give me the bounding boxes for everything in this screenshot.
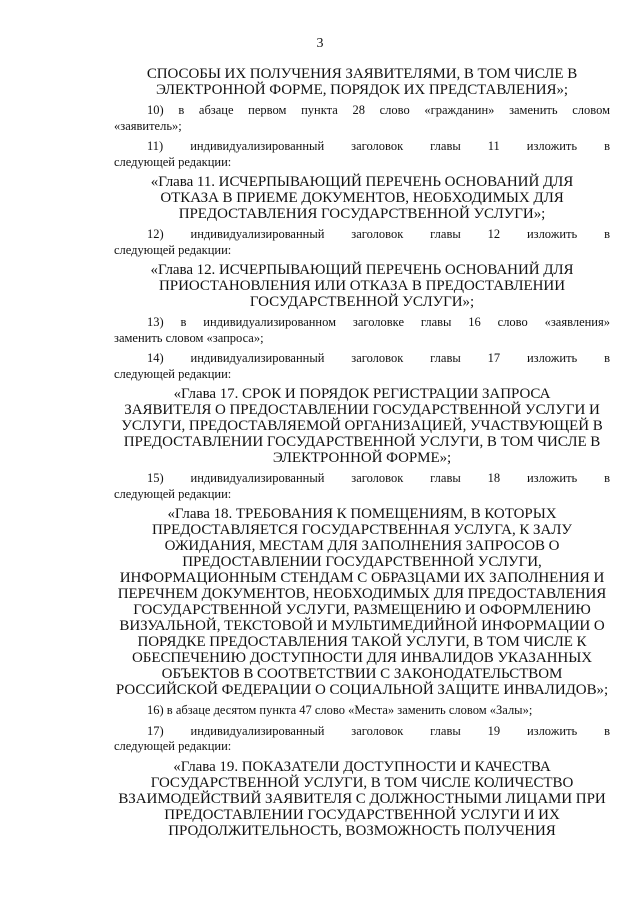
heading-line: ОТКАЗА В ПРИЕМЕ ДОКУМЕНТОВ, НЕОБХОДИМЫХ ДЛЯ — [160, 190, 564, 206]
heading-line: ГОСУДАРСТВЕННОЙ УСЛУГИ, В ТОМ ЧИСЛЕ КОЛИЧЕСТВО — [150, 774, 574, 791]
chapter-heading — [114, 262, 610, 310]
paragraph-line: следующей редакции: — [114, 154, 232, 169]
document-body — [114, 66, 610, 839]
heading-line: ВИЗУАЛЬНОЙ, ТЕКСТОВОЙ И МУЛЬТИМЕДИЙНОЙ ИНФОРМАЦИИ О — [119, 618, 605, 634]
heading-line: ПЕРЕЧНЕМ ДОКУМЕНТОВ, НЕОБХОДИМЫХ ДЛЯ ПРЕДОСТАВЛЕНИЯ — [117, 586, 607, 602]
amendment-paragraph — [114, 703, 610, 719]
chapter-heading — [114, 386, 610, 466]
heading-line: ОБЕСПЕЧЕНИЮ ДОСТУПНОСТИ ДЛЯ ИНВАЛИДОВ УКАЗАННЫХ — [131, 650, 593, 666]
heading-line: УСЛУГИ, ПРЕДОСТАВЛЯЕМОЙ ОРГАНИЗАЦИЕЙ, УЧАСТВУЮЩЕЙ В — [121, 418, 603, 434]
heading-line: ПРЕДОСТАВЛЕНИИ ГОСУДАРСТВЕННОЙ УСЛУГИ И ИХ — [164, 806, 560, 823]
amendment-paragraph — [114, 227, 610, 258]
paragraph-line: следующей редакции: — [114, 486, 232, 501]
heading-line: ЭЛЕКТРОННОЙ ФОРМЕ»; — [272, 450, 452, 466]
amendment-paragraph — [114, 103, 610, 134]
heading-line: «Глава 12. ИСЧЕРПЫВАЮЩИЙ ПЕРЕЧЕНЬ ОСНОВАНИЙ ДЛЯ — [150, 262, 574, 278]
heading-line: ПОРЯДКЕ ПРЕДОСТАВЛЕНИЯ ТАКОЙ УСЛУГИ, В ТОМ ЧИСЛЕ К — [137, 634, 587, 650]
heading-line: «Глава 18. ТРЕБОВАНИЯ К ПОМЕЩЕНИЯМ, В КОТОРЫХ — [167, 506, 557, 522]
paragraph-line: 17) индивидуализированный заголовок главы 19 изложить в — [147, 723, 610, 738]
paragraph-line: 14) индивидуализированный заголовок главы 17 изложить в — [147, 351, 610, 365]
paragraph-line: 12) индивидуализированный заголовок главы 12 изложить в — [147, 227, 610, 241]
heading-line: ГОСУДАРСТВЕННОЙ УСЛУГИ»; — [249, 294, 475, 310]
paragraph-line: 11) индивидуализированный заголовок главы 11 изложить в — [147, 139, 610, 153]
heading-line: ОЖИДАНИЯ, МЕСТАМ ДЛЯ ЗАПОЛНЕНИЯ ЗАПРОСОВ О — [164, 538, 560, 554]
heading-line: ЗАЯВИТЕЛЯ О ПРЕДОСТАВЛЕНИИ ГОСУДАРСТВЕННОЙ УСЛУГИ И — [124, 402, 600, 418]
amendment-paragraph — [114, 139, 610, 170]
paragraph-line: «заявитель»; — [114, 118, 182, 133]
heading-line: ИНФОРМАЦИОННЫМ СТЕНДАМ С ОБРАЗЦАМИ ИХ ЗАПОЛНЕНИЯ И — [119, 570, 605, 586]
paragraph-line: следующей редакции: — [114, 242, 232, 257]
paragraph-line: 10) в абзаце первом пункта 28 слово «гражданин» заменить словом — [147, 103, 610, 117]
page-number: 3 — [316, 36, 324, 51]
paragraph-line: 16) в абзаце десятом пункта 47 слово «Места» заменить словом «Залы»; — [147, 703, 533, 717]
amendment-paragraph — [114, 315, 610, 346]
chapter-heading — [114, 66, 610, 98]
chapter-heading — [114, 506, 610, 698]
paragraph-line: 13) в индивидуализированном заголовке главы 16 слово «заявления» — [147, 315, 610, 329]
heading-line: ВЗАИМОДЕЙСТВИЙ ЗАЯВИТЕЛЯ С ДОЛЖНОСТНЫМИ ЛИЦАМИ ПРИ — [118, 790, 606, 807]
paragraph-line: следующей редакции: — [114, 739, 232, 753]
amendment-paragraph — [114, 724, 610, 755]
heading-line: ПРЕДОСТАВЛЕНИИ ГОСУДАРСТВЕННОЙ УСЛУГИ, В ТОМ ЧИСЛЕ В — [123, 434, 601, 450]
heading-line: РОССИЙСКОЙ ФЕДЕРАЦИИ О СОЦИАЛЬНОЙ ЗАЩИТЕ ИНВАЛИДОВ»; — [115, 682, 609, 698]
heading-line: ПРИОСТАНОВЛЕНИЯ ИЛИ ОТКАЗА В ПРЕДОСТАВЛЕНИИ — [159, 278, 565, 294]
heading-line: ПРЕДОСТАВЛЕНИИ ГОСУДАРСТВЕННОЙ УСЛУГИ, — [182, 554, 542, 570]
amendment-paragraph — [114, 471, 610, 502]
paragraph-line: 15) индивидуализированный заголовок главы 18 изложить в — [147, 471, 610, 485]
heading-line: СПОСОБЫ ИХ ПОЛУЧЕНИЯ ЗАЯВИТЕЛЯМИ, В ТОМ ЧИСЛЕ В — [146, 66, 578, 82]
heading-line: «Глава 17. СРОК И ПОРЯДОК РЕГИСТРАЦИИ ЗАПРОСА — [173, 386, 551, 402]
heading-line: ОБЪЕКТОВ В СООТВЕТСТВИИ С ЗАКОНОДАТЕЛЬСТВОМ — [161, 666, 563, 682]
amendment-paragraph — [114, 351, 610, 382]
heading-line: ГОСУДАРСТВЕННОЙ УСЛУГИ, РАЗМЕЩЕНИЮ И ОФОРМЛЕНИЮ — [133, 602, 591, 618]
heading-line: ПРОДОЛЖИТЕЛЬНОСТЬ, ВОЗМОЖНОСТЬ ПОЛУЧЕНИЯ — [168, 822, 556, 839]
heading-line: ЭЛЕКТРОННОЙ ФОРМЕ, ПОРЯДОК ИХ ПРЕДСТАВЛЕНИЯ»; — [155, 82, 569, 98]
chapter-heading — [114, 174, 610, 222]
heading-line: ПРЕДОСТАВЛЯЕТСЯ ГОСУДАРСТВЕННАЯ УСЛУГА, К ЗАЛУ — [152, 522, 572, 538]
chapter-heading — [114, 759, 610, 839]
heading-line: «Глава 11. ИСЧЕРПЫВАЮЩИЙ ПЕРЕЧЕНЬ ОСНОВАНИЙ ДЛЯ — [150, 174, 574, 190]
heading-line: ПРЕДОСТАВЛЕНИЯ ГОСУДАРСТВЕННОЙ УСЛУГИ»; — [178, 206, 546, 222]
heading-line: «Глава 19. ПОКАЗАТЕЛИ ДОСТУПНОСТИ И КАЧЕСТВА — [173, 758, 551, 775]
paragraph-line: следующей редакции: — [114, 366, 232, 381]
paragraph-line: заменить словом «запроса»; — [114, 330, 264, 345]
